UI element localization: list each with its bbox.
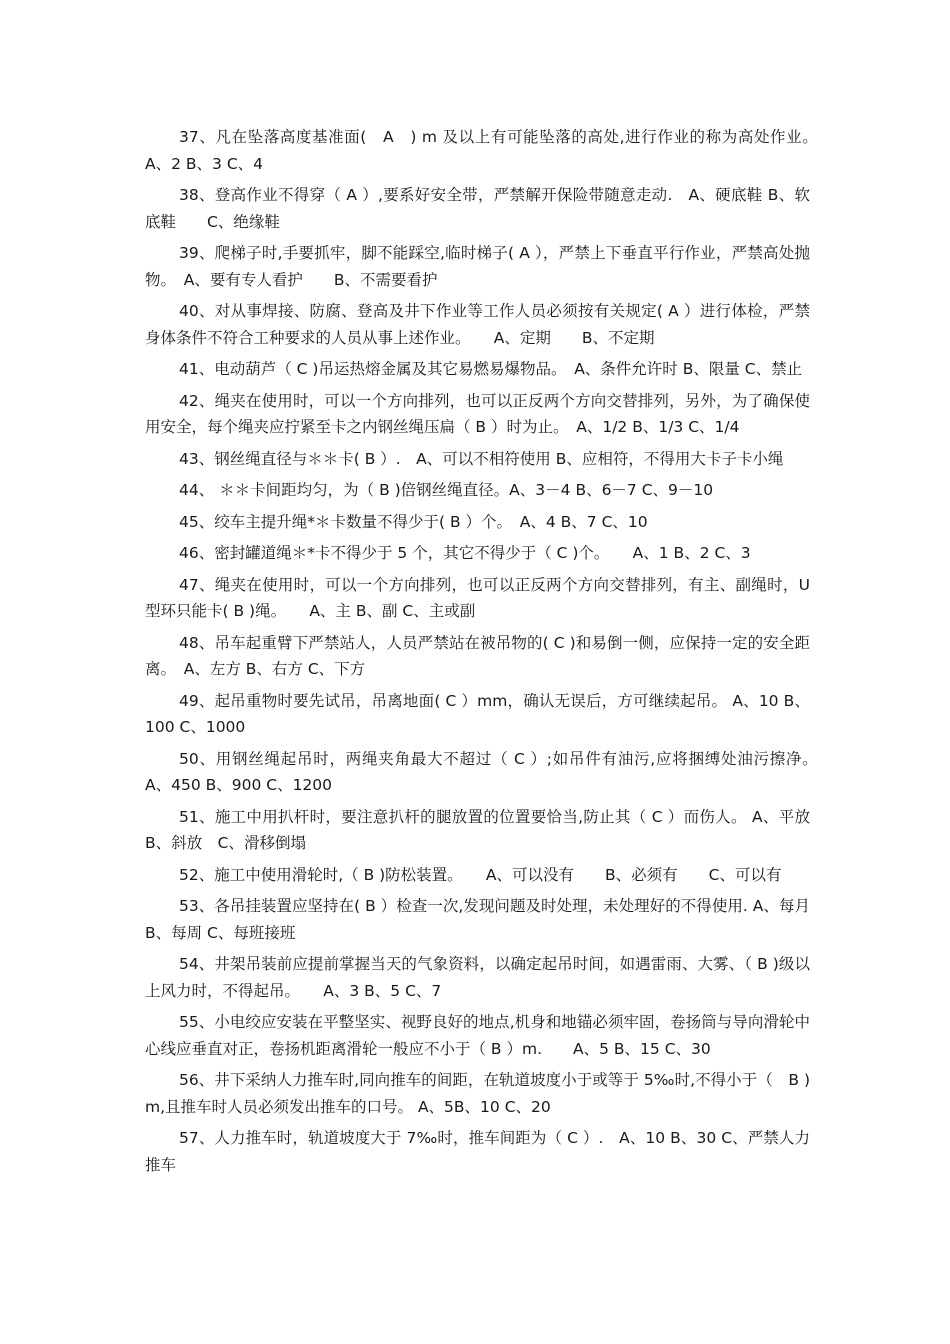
- question-37: 37、凡在坠落高度基准面( A ) m 及以上有可能坠落的高处,进行作业的称为高处作业。 A、2 B、3 C、4: [145, 128, 842, 173]
- question-47: 47、绳夹在使用时，可以一个方向排列，也可以正反两个方向交替排列，有主、副绳时，U 型环只能卡( B )绳。 A、主 B、副 C、主或副: [145, 575, 815, 620]
- question-50: 50、用钢丝绳起吊时，两绳夹角最大不超过（ C ）;如吊件有油污,应将捆缚处油污擦净。 A、450 B、900 C、1200: [145, 749, 826, 794]
- question-39: 39、爬梯子时,手要抓牢，脚不能踩空,临时梯子( A ），严禁上下垂直平行作业，严禁高处抛物。 A、要有专人看护 B、不需要看护: [145, 244, 810, 289]
- question-49: 49、起吊重物时要先试吊，吊离地面( C ）mm，确认无误后，方可继续起吊。 A、10 B、100 C、1000: [145, 691, 810, 736]
- question-44: 44、 ＊＊卡间距均匀，为（ B )倍钢丝绳直径。A、3－4 B、6－7 C、9－10: [179, 481, 714, 499]
- question-42: 42、绳夹在使用时，可以一个方向排列，也可以正反两个方向交替排列，另外，为了确保使用安全，每个绳夹应拧紧至卡之内钢丝绳压扁（ B ）时为止。 A、1/2 B、1/3 C、1/4: [145, 391, 810, 436]
- question-45: 45、绞车主提升绳*＊卡数量不得少于( B ）个。 A、4 B、7 C、10: [179, 512, 648, 531]
- question-52: 52、施工中使用滑轮时,（ B )防松装置。 A、可以没有 B、必须有 C、可以有: [179, 865, 782, 884]
- question-57: 57、人力推车时，轨道坡度大于 7‰时，推车间距为（ C ）. A、10 B、30 C、严禁人力推车: [145, 1129, 810, 1174]
- question-53: 53、各吊挂装置应坚持在( B ）检查一次,发现问题及时处理，未处理好的不得使用. A、每月 B、每周 C、每班接班: [145, 897, 815, 942]
- question-46: 46、密封罐道绳＊*卡不得少于 5 个，其它不得少于（ C )个。 A、1 B、2 C、3: [179, 544, 751, 562]
- question-40: 40、对从事焊接、防腐、登高及井下作业等工作人员必须按有关规定( A ）进行体检，严禁身体条件不符合工种要求的人员从事上述作业。 A、定期 B、不定期: [145, 302, 810, 347]
- question-55: 55、小电绞应安装在平整坚实、视野良好的地点,机身和地锚必须牢固，卷扬筒与导向滑轮中心线应垂直对正，卷扬机距离滑轮一般应不小于（ B ）m. A、5 B、15 C、30: [145, 1013, 810, 1058]
- question-41: 41、电动葫芦（ C )吊运热熔金属及其它易燃易爆物品。 A、条件允许时 B、限量 C、禁止: [179, 360, 803, 378]
- question-51: 51、施工中用扒杆时，要注意扒杆的腿放置的位置要恰当,防止其（ C ）而伤人。 A、平放 B、斜放 C、滑移倒塌: [145, 807, 826, 852]
- question-54: 54、井架吊装前应提前掌握当天的气象资料，以确定起吊时间，如遇雷雨、大雾、（ B )级以上风力时，不得起吊。 A、3 B、5 C、7: [145, 955, 810, 1000]
- question-48: 48、吊车起重臂下严禁站人，人员严禁站在被吊物的( C )和易倒一侧，应保持一定的安全距离。 A、左方 B、右方 C、下方: [145, 633, 810, 678]
- question-43: 43、钢丝绳直径与＊＊卡( B ）. A、可以不相符使用 B、应相符，不得用大卡子卡小绳: [179, 449, 784, 468]
- question-56: 56、井下采纳人力推车时,同向推车的间距，在轨道坡度小于或等于 5‰时,不得小于（ B )m,且推车时人员必须发出推车的口号。 A、5B、10 C、20: [145, 1071, 810, 1116]
- question-38: 38、登高作业不得穿（ A ）,要系好安全带，严禁解开保险带随意走动. A、硬底鞋 B、软底鞋 C、绝缘鞋: [145, 186, 810, 231]
- document-page: [145, 124, 842, 1183]
